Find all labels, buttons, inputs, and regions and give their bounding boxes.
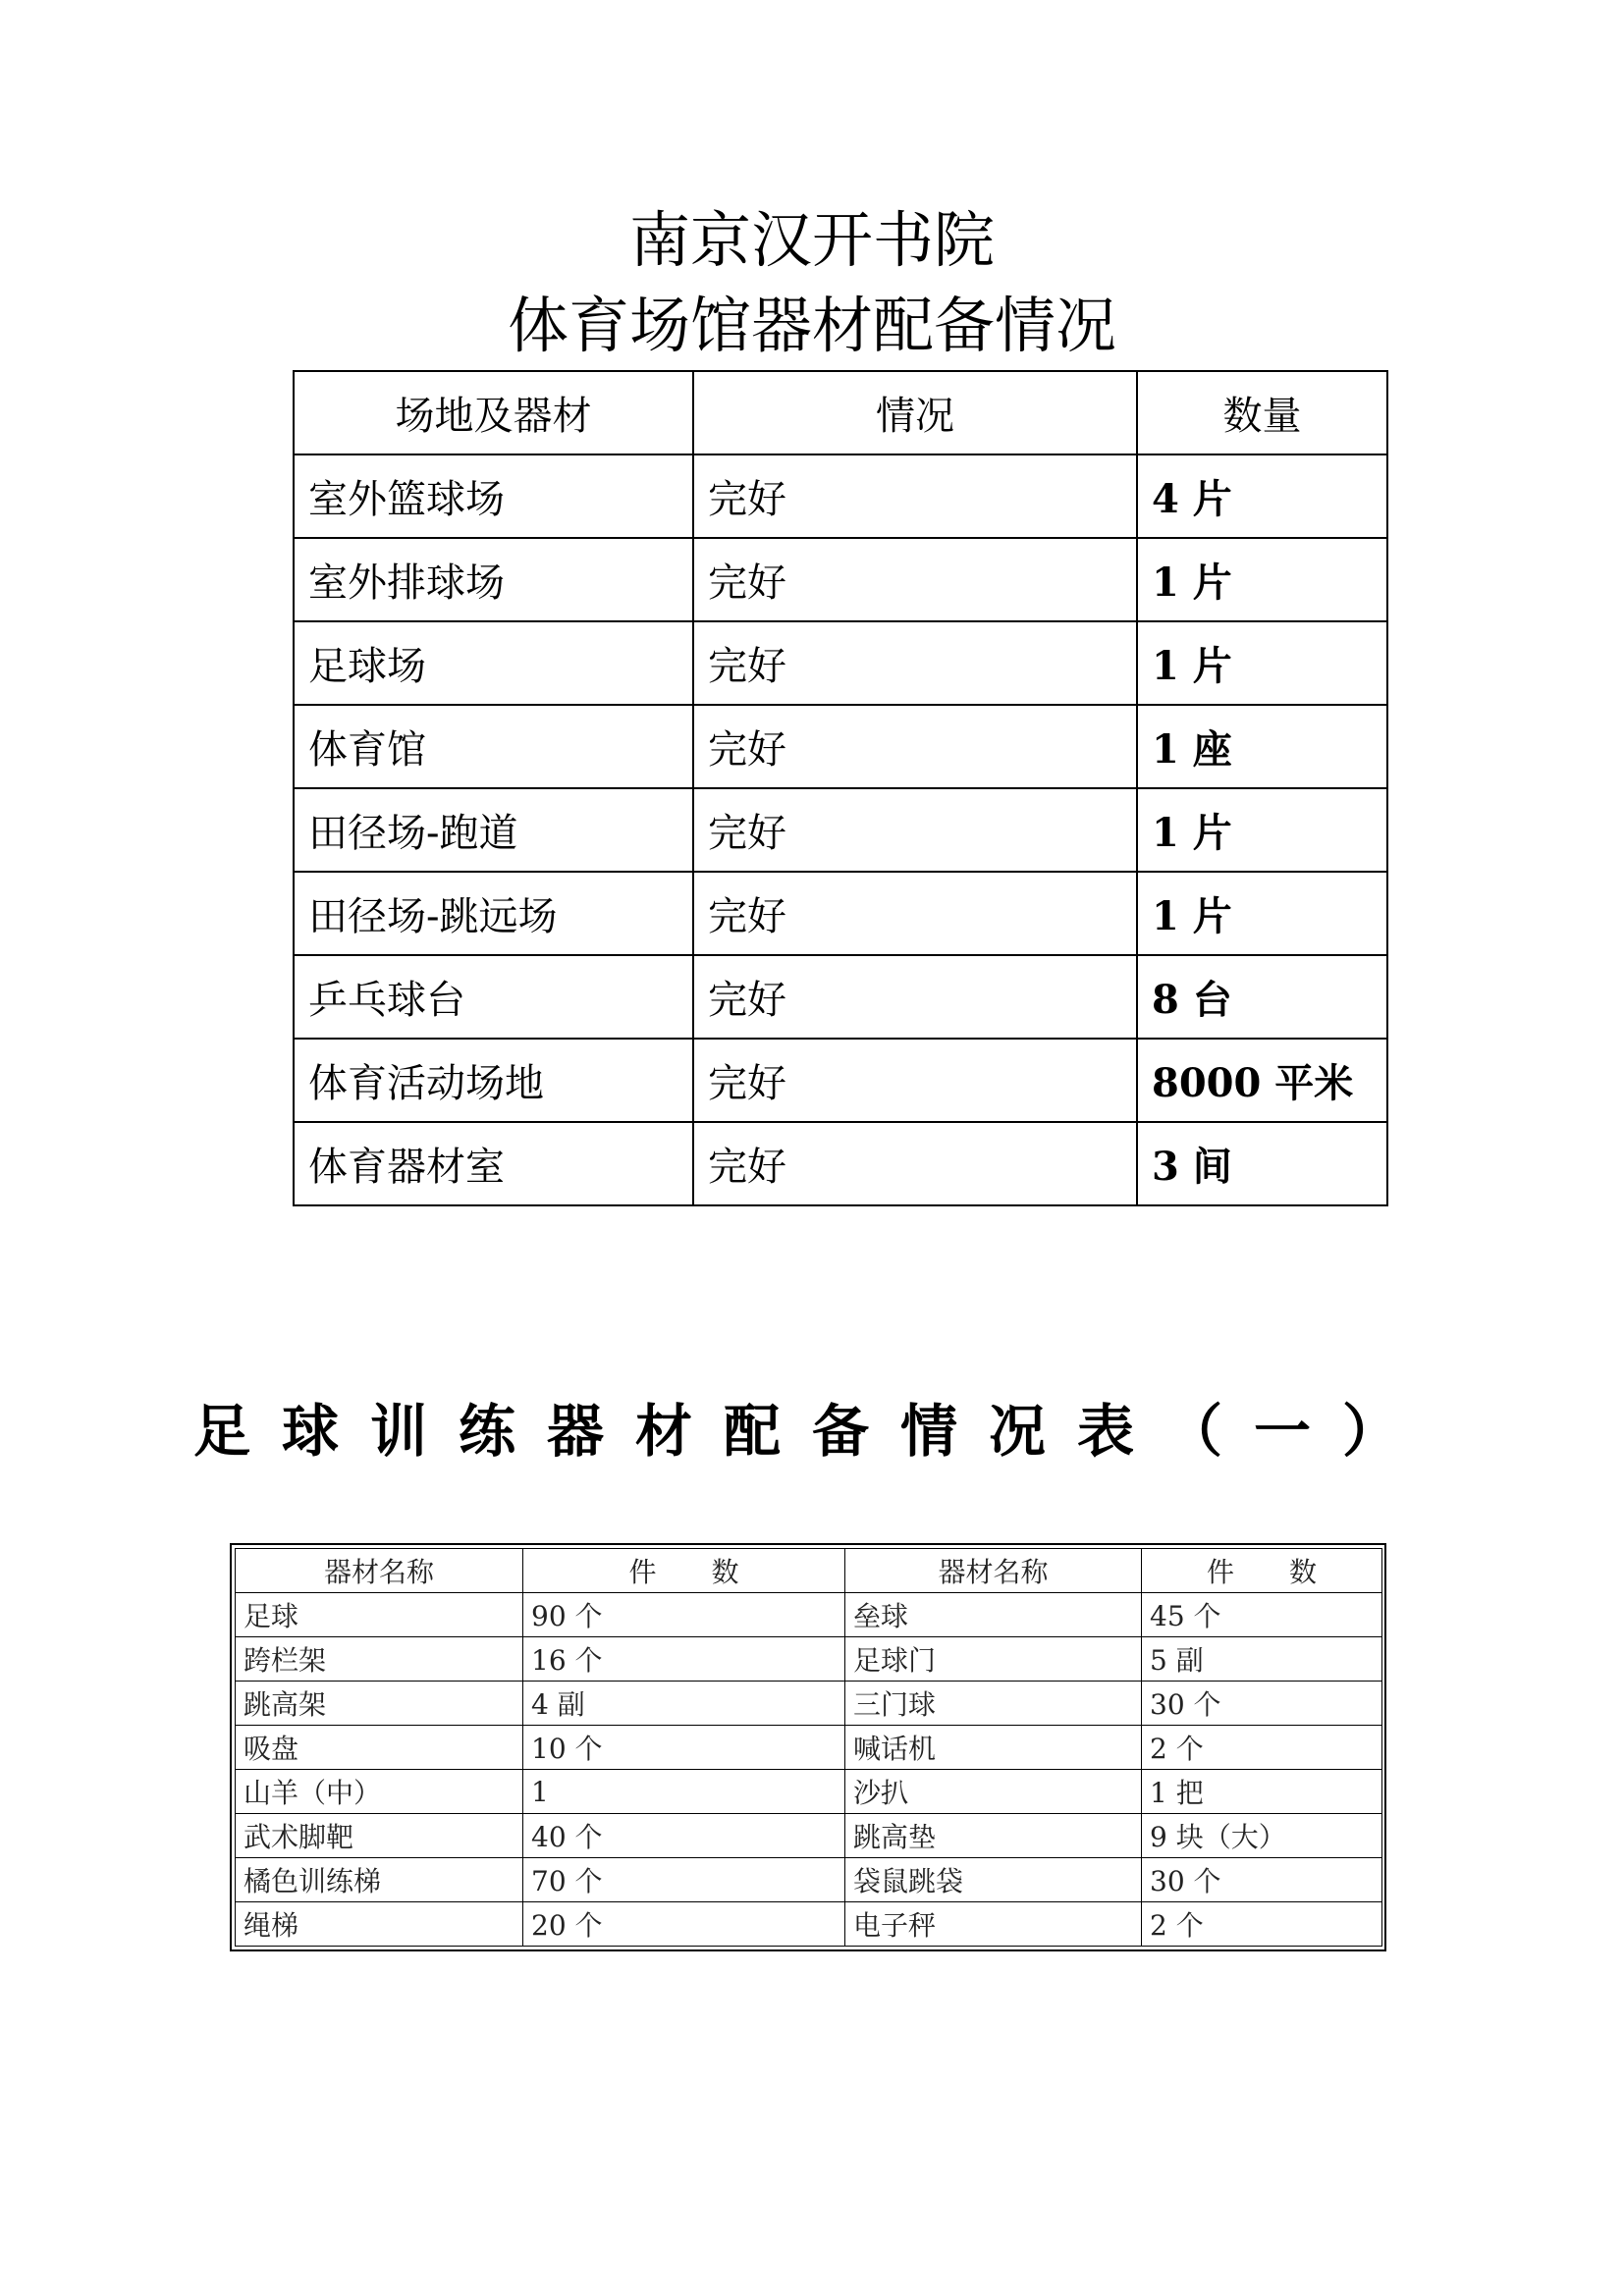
- table-row: [236, 1770, 1382, 1814]
- table-row: [236, 1637, 1382, 1682]
- venue-status: 完好: [693, 454, 1137, 538]
- table-row: [294, 621, 1387, 705]
- equipment-count: 45 个: [1142, 1593, 1382, 1637]
- venue-status: 完好: [693, 1122, 1137, 1205]
- equipment-table-frame: [230, 1543, 1386, 1951]
- table-row: [236, 1858, 1382, 1902]
- venue-name: 足球场: [294, 621, 693, 705]
- equipment-count: 2 个: [1142, 1726, 1382, 1770]
- equipment-name: 武术脚靶: [236, 1814, 523, 1858]
- venue-quantity: 1 片: [1137, 538, 1387, 621]
- equipment-count: 9 块（大）: [1142, 1814, 1382, 1858]
- table-row: [294, 872, 1387, 955]
- venue-status: 完好: [693, 955, 1137, 1039]
- equipment-name: 跳高垫: [845, 1814, 1142, 1858]
- venue-quantity: 3 间: [1137, 1122, 1387, 1205]
- table-header-row: [294, 371, 1387, 454]
- equipment-name: 垒球: [845, 1593, 1142, 1637]
- equipment-count: 1: [523, 1770, 845, 1814]
- equipment-name: 绳梯: [236, 1902, 523, 1947]
- table-row: [294, 1122, 1387, 1205]
- equipment-count: 5 副: [1142, 1637, 1382, 1682]
- equipment-name: 橘色训练梯: [236, 1858, 523, 1902]
- equipment-name: 山羊（中）: [236, 1770, 523, 1814]
- venue-quantity: 8000 平米: [1137, 1039, 1387, 1122]
- equipment-name: 跨栏架: [236, 1637, 523, 1682]
- table-row: [236, 1902, 1382, 1947]
- table-row: [294, 788, 1387, 872]
- equipment-name: 三门球: [845, 1682, 1142, 1726]
- venue-status: 完好: [693, 538, 1137, 621]
- equipment-name: 电子秤: [845, 1902, 1142, 1947]
- column-header-count: 件 数: [1142, 1549, 1382, 1593]
- equipment-count: 16 个: [523, 1637, 845, 1682]
- table-row: [294, 538, 1387, 621]
- football-equipment-table: [235, 1548, 1382, 1947]
- venue-quantity: 8 台: [1137, 955, 1387, 1039]
- venue-status: 完好: [693, 788, 1137, 872]
- table-row: [294, 705, 1387, 788]
- table-row: [236, 1682, 1382, 1726]
- column-header-equipment-name: 器材名称: [236, 1549, 523, 1593]
- equipment-count: 4 副: [523, 1682, 845, 1726]
- table-row: [236, 1726, 1382, 1770]
- equipment-count: 30 个: [1142, 1682, 1382, 1726]
- table-row: [294, 955, 1387, 1039]
- venue-status: 完好: [693, 872, 1137, 955]
- venue-status: 完好: [693, 705, 1137, 788]
- column-header-venue: 场地及器材: [294, 371, 693, 454]
- venue-status: 完好: [693, 1039, 1137, 1122]
- equipment-count: 1 把: [1142, 1770, 1382, 1814]
- venue-name: 乒乓球台: [294, 955, 693, 1039]
- equipment-name: 跳高架: [236, 1682, 523, 1726]
- equipment-name: 足球门: [845, 1637, 1142, 1682]
- section-title-football-equipment: 足球训练器材配备情况表（一）: [192, 1398, 1431, 1465]
- venue-name: 体育器材室: [294, 1122, 693, 1205]
- venue-status: 完好: [693, 621, 1137, 705]
- document-title-subject: 体育场馆器材配备情况: [507, 290, 1116, 361]
- venue-quantity: 4 片: [1137, 454, 1387, 538]
- equipment-name: 袋鼠跳袋: [845, 1858, 1142, 1902]
- equipment-name: 足球: [236, 1593, 523, 1637]
- equipment-count: 2 个: [1142, 1902, 1382, 1947]
- table-row: [236, 1593, 1382, 1637]
- venue-name: 室外排球场: [294, 538, 693, 621]
- equipment-count: 70 个: [523, 1858, 845, 1902]
- equipment-name: 吸盘: [236, 1726, 523, 1770]
- venue-quantity: 1 座: [1137, 705, 1387, 788]
- venue-equipment-table: [293, 370, 1388, 1206]
- venue-quantity: 1 片: [1137, 621, 1387, 705]
- venue-name: 田径场-跳远场: [294, 872, 693, 955]
- venue-quantity: 1 片: [1137, 788, 1387, 872]
- equipment-count: 20 个: [523, 1902, 845, 1947]
- equipment-count: 10 个: [523, 1726, 845, 1770]
- equipment-name: 沙扒: [845, 1770, 1142, 1814]
- column-header-equipment-name: 器材名称: [845, 1549, 1142, 1593]
- table-row: [236, 1814, 1382, 1858]
- column-header-status: 情况: [693, 371, 1137, 454]
- table-header-row: [236, 1549, 1382, 1593]
- equipment-count: 30 个: [1142, 1858, 1382, 1902]
- equipment-count: 90 个: [523, 1593, 845, 1637]
- column-header-quantity: 数量: [1137, 371, 1387, 454]
- table-row: [294, 1039, 1387, 1122]
- venue-name: 田径场-跑道: [294, 788, 693, 872]
- column-header-count: 件 数: [523, 1549, 845, 1593]
- document-title-school: 南京汉开书院: [628, 204, 995, 276]
- venue-name: 体育馆: [294, 705, 693, 788]
- venue-name: 室外篮球场: [294, 454, 693, 538]
- venue-quantity: 1 片: [1137, 872, 1387, 955]
- equipment-name: 喊话机: [845, 1726, 1142, 1770]
- table-row: [294, 454, 1387, 538]
- venue-name: 体育活动场地: [294, 1039, 693, 1122]
- equipment-count: 40 个: [523, 1814, 845, 1858]
